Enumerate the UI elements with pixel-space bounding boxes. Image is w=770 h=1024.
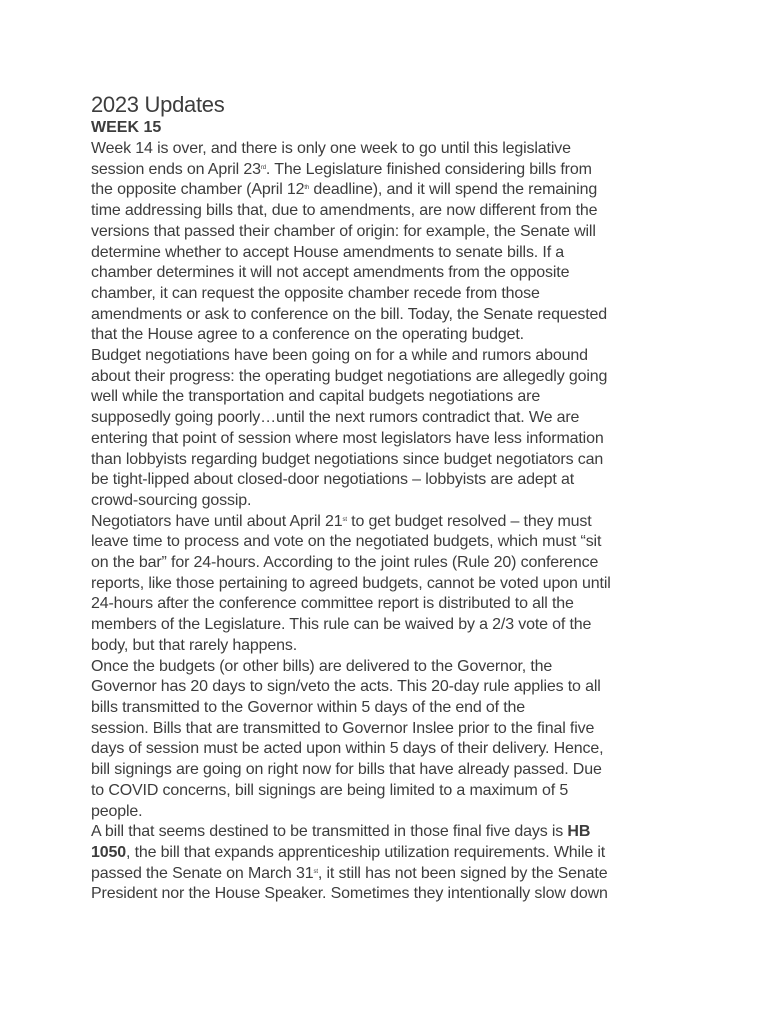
- week-heading: WEEK 15: [91, 119, 162, 136]
- bill-number-bold: 1050: [91, 843, 126, 861]
- paragraph-budget-negotiations: Budget negotiations have been going on for a while and rumors abound about their progress: the operating budget negotiations are allegedly going well while the transportation and capital budgets negotiations are supposedly going poorly…until the next rumors contradict that. We are entering that point of session where most legislators have less information than lobbyists regarding budget negotiations since budget negotiators can be tight-lipped about closed-door negotiations – lobbyists are adept at crowd-sourcing gossip.: [91, 347, 608, 509]
- paragraph-session-status: Week 14 is over, and there is only one week to go until this legislative session ends on April 23rd. The Legislature finished considering bills from the opposite chamber (April 12th deadline), and it will spend the remaining time addressing bills that, due to amendments, are now different from the versions that passed their chamber of origin: for example, the Senate will determine whether to accept House amendments to senate bills. If a chamber determines it will not accept amendments from the opposite chamber, it can request the opposite chamber recede from those amendments or ask to conference on the bill. Today, the Senate requested that the House agree to a conference on the operating budget.: [91, 140, 608, 344]
- bill-name-bold: HB: [567, 823, 591, 841]
- document-page: [91, 92, 691, 905]
- paragraph-governor-signing: Once the budgets (or other bills) are delivered to the Governor, the Governor has 20 days to sign/veto the acts. This 20-day rule applies to all bills transmitted to the Governor within 5 days of the end of the session. Bills that are transmitted to Governor Inslee prior to the final five days of session must be acted upon within 5 days of their delivery. Hence, bill signings are going on right now for bills that have already passed. Due to COVID concerns, bill signings are being limited to a maximum of 5 people.: [91, 657, 604, 820]
- paragraph-hb-1050: A bill that seems destined to be transmitted in those final five days is HB 1050, the bill that expands apprenticeship utilization requirements. While it passed the Senate on March 31st, it still has not been signed by the Senate President nor the House Speaker. Sometimes they intentionally slow down: [91, 823, 608, 903]
- paragraph-negotiator-deadline: Negotiators have until about April 21st to get budget resolved – they must leave time to process and vote on the negotiated budgets, which must “sit on the bar” for 24-hours. According to the joint rules (Rule 20) conference reports, like those pertaining to agreed budgets, cannot be voted upon until 24-hours after the conference committee report is distributed to all the members of the Legislature. This rule can be waived by a 2/3 vote of the body, but that rarely happens.: [91, 512, 611, 654]
- page-title: 2023 Updates: [91, 92, 225, 117]
